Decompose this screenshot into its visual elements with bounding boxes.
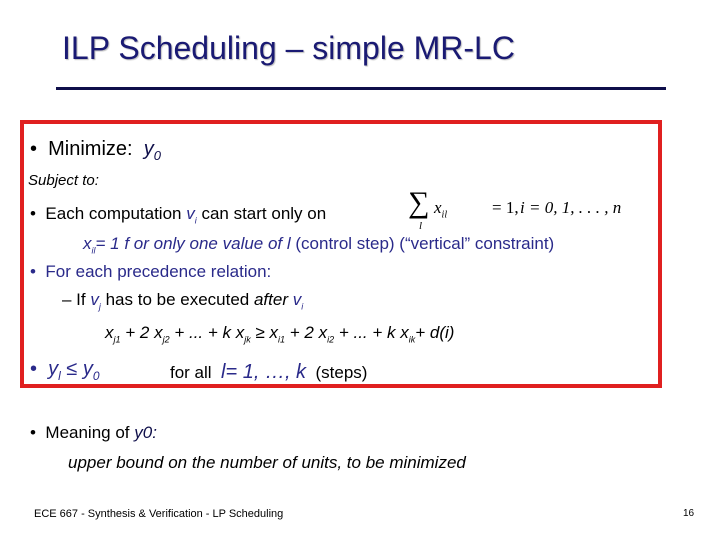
- ineq-part: x: [105, 323, 114, 342]
- bullet-each-computation: [30, 204, 326, 225]
- ineq-sub: i2: [327, 334, 335, 345]
- dash-vi-sub: i: [301, 301, 304, 312]
- ineq-sub: j2: [162, 334, 170, 345]
- bullet-meaning: [30, 423, 157, 443]
- ineq-sub: i1: [278, 334, 286, 345]
- slide-footer: ECE 667 - Synthesis & Verification - LP Scheduling: [34, 508, 284, 520]
- objective-sub: 0: [153, 148, 161, 163]
- sum-term-sub: il: [441, 209, 448, 221]
- dash-vj: [90, 290, 101, 312]
- ineq-part: + 2 x: [285, 323, 328, 342]
- objective-y: y: [143, 138, 154, 160]
- steps-label: (steps): [315, 363, 368, 382]
- b1-line2-sub: il: [91, 245, 96, 256]
- b3-y: y: [48, 358, 59, 380]
- bullet-minimize: [30, 138, 161, 163]
- ineq-sub: jk: [244, 334, 251, 345]
- sum-term-x: x: [434, 198, 442, 217]
- dash-vi: [288, 290, 304, 312]
- bullet-dot: •: [30, 204, 36, 223]
- b2-text: For each precedence relation:: [45, 262, 272, 281]
- sigma-symbol: ∑: [408, 186, 430, 219]
- sum-equals: = 1,: [492, 198, 519, 217]
- meaning-description: upper bound on the number of units, to be minimized: [68, 453, 466, 472]
- bullet-dot: •: [30, 138, 38, 160]
- b3-0: 0: [92, 369, 100, 383]
- ineq-part: x: [269, 323, 279, 342]
- dash-vj-sub: j: [98, 301, 101, 312]
- b1-var: [186, 204, 197, 226]
- ineq-sub: j1: [113, 334, 121, 345]
- dash-line: [62, 290, 303, 311]
- slide-title: ILP Scheduling – simple MR-LC: [62, 30, 515, 66]
- b1-tail: can start only on: [196, 204, 327, 223]
- objective-var: [143, 138, 161, 163]
- b1-line2-rest: = 1 f or only one value of: [95, 234, 287, 253]
- bullet-dot: •: [30, 262, 36, 281]
- bullet-dot: •: [30, 358, 38, 380]
- subject-to-label: Subject to:: [28, 172, 99, 189]
- page-number: 16: [683, 508, 695, 519]
- ineq-part: + ... + k x: [334, 323, 409, 342]
- b1-line2: [83, 234, 554, 255]
- dash-if: – If: [62, 290, 91, 309]
- b1-line2-l: l: [286, 234, 291, 253]
- dash-vi-v: v: [288, 290, 302, 309]
- sum-index: l: [419, 220, 423, 232]
- ineq-part: + ... + k x: [169, 323, 245, 342]
- meaning-var: y0:: [134, 423, 157, 442]
- b1-text: Each computation: [45, 204, 187, 223]
- bullet-dot: •: [30, 423, 36, 442]
- b3-le: ≤ y: [60, 358, 93, 380]
- b1-v-sub: i: [194, 215, 197, 226]
- b1-v: v: [186, 204, 195, 223]
- sum-range: i = 0, 1, . . . , n: [520, 198, 622, 217]
- b3-forall: [170, 361, 367, 384]
- forall-label: for all: [170, 363, 212, 382]
- b1-line2-x: x: [83, 234, 92, 253]
- precedence-inequality: [105, 323, 454, 344]
- b3-l: l: [58, 369, 61, 383]
- ineq-sub: ik: [408, 334, 416, 345]
- dash-vj-v: v: [90, 290, 99, 309]
- b3-expr: [48, 358, 100, 383]
- meaning-label: Meaning of: [45, 423, 135, 442]
- sum-term: [434, 198, 447, 220]
- dash-mid: has to be executed: [100, 290, 254, 309]
- b1-line2-end: (control step) (“vertical” constraint): [290, 234, 555, 253]
- bullet-yl-constraint: [30, 358, 100, 383]
- ineq-part: + d(i): [415, 323, 455, 342]
- dash-after: after: [253, 290, 288, 309]
- ineq-part: + 2 x: [120, 323, 163, 342]
- minimize-label: Minimize:: [48, 138, 133, 160]
- range-text: l= 1, …, k: [221, 361, 307, 383]
- bullet-precedence: [30, 262, 271, 282]
- title-underline: [56, 87, 666, 90]
- ineq-ge: ≥: [250, 323, 270, 342]
